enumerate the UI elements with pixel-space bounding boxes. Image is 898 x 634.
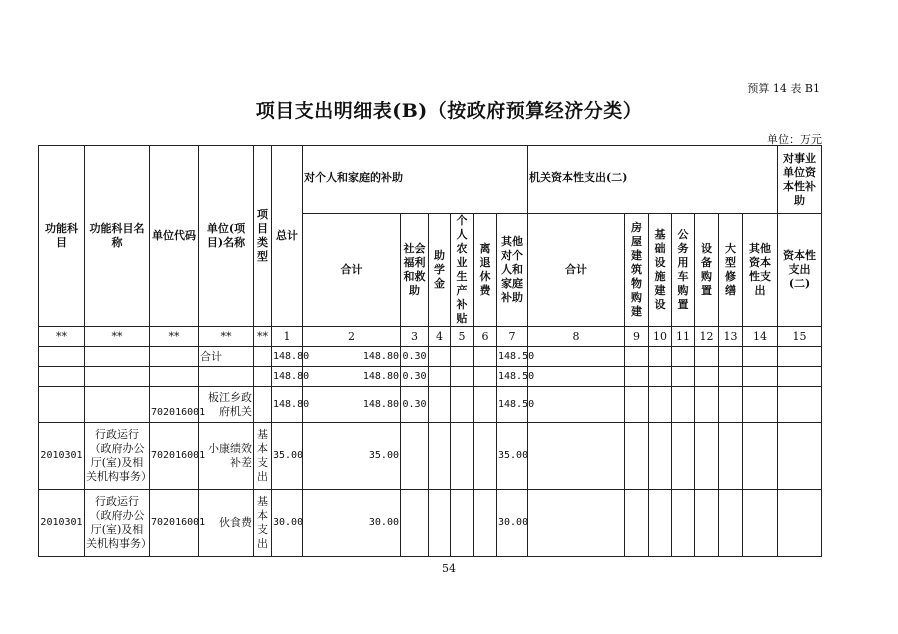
- personal-subtotal-cell: 148.80: [303, 347, 401, 367]
- table-row: [39, 423, 822, 490]
- col-infrastructure: 基础设施建设: [649, 214, 672, 327]
- index-cell: 3: [401, 327, 429, 347]
- table-row: [39, 347, 822, 367]
- welfare-cell: [401, 423, 429, 490]
- index-cell: 5: [451, 327, 474, 347]
- form-number: 预算 14 表 B1: [747, 82, 820, 95]
- index-cell: 15: [778, 327, 822, 347]
- index-cell: 13: [719, 327, 743, 347]
- table-row: [39, 490, 822, 557]
- unit-code-cell: 702016001: [150, 490, 199, 557]
- unit-label: 单位：万元: [767, 133, 822, 146]
- index-cell: 1: [272, 327, 303, 347]
- index-cell: 9: [625, 327, 649, 347]
- table-row: [39, 387, 822, 423]
- col-func-code: 功能科目: [39, 146, 85, 327]
- index-cell: **: [150, 327, 199, 347]
- unit-name-cell: 合计: [199, 347, 254, 367]
- welfare-cell: 0.30: [401, 387, 429, 423]
- welfare-cell: 0.30: [401, 367, 429, 387]
- item-type-cell: [254, 387, 272, 423]
- index-cell: **: [85, 327, 150, 347]
- index-row: [39, 327, 822, 347]
- index-cell: **: [39, 327, 85, 347]
- item-type-cell: [254, 347, 272, 367]
- col-retirement: 离退休费: [474, 214, 497, 327]
- index-cell: 14: [743, 327, 778, 347]
- func-name-cell: 行政运行（政府办公厅(室)及相关机构事务）: [85, 423, 150, 490]
- group-personal-subsidy: 对个人和家庭的补助: [303, 146, 528, 214]
- personal-subtotal-cell: 148.80: [303, 367, 401, 387]
- other-personal-cell: 35.00: [497, 423, 528, 490]
- col-unit-code: 单位代码: [150, 146, 199, 327]
- item-type-cell: [254, 367, 272, 387]
- func-name-cell: [85, 367, 150, 387]
- item-type-cell: 基本支出: [254, 423, 272, 490]
- unit-code-cell: [150, 367, 199, 387]
- col-repair: 大型修缮: [719, 214, 743, 327]
- unit-code-cell: 702016001: [150, 387, 199, 423]
- func-code-cell: [39, 347, 85, 367]
- other-personal-cell: 148.50: [497, 347, 528, 367]
- func-code-cell: 2010301: [39, 490, 85, 557]
- func-code-cell: [39, 387, 85, 423]
- col-farm-subsidy: 个人农业生产补贴: [451, 214, 474, 327]
- index-cell: 2: [303, 327, 401, 347]
- group-capital-expenditure: 机关资本性支出(二): [528, 146, 778, 214]
- other-personal-cell: 148.50: [497, 387, 528, 423]
- col-other-capital: 其他资本性支出: [743, 214, 778, 327]
- col-total: 总计: [272, 146, 303, 327]
- total-cell: 148.80: [272, 387, 303, 423]
- col-unit-name: 单位(项目)名称: [199, 146, 254, 327]
- total-cell: 148.80: [272, 367, 303, 387]
- total-cell: 148.80: [272, 347, 303, 367]
- unit-name-cell: [199, 367, 254, 387]
- col-vehicle: 公务用车购置: [672, 214, 695, 327]
- func-code-cell: [39, 367, 85, 387]
- col-equipment: 设备购置: [695, 214, 719, 327]
- index-cell: **: [199, 327, 254, 347]
- unit-code-cell: 702016001: [150, 423, 199, 490]
- header-row-1: [39, 146, 822, 214]
- expenditure-table: [38, 145, 822, 557]
- col-func-name: 功能科目名称: [85, 146, 150, 327]
- unit-name-cell: 伙食费: [199, 490, 254, 557]
- welfare-cell: 0.30: [401, 347, 429, 367]
- index-cell: 10: [649, 327, 672, 347]
- personal-subtotal-cell: 35.00: [303, 423, 401, 490]
- personal-subtotal-cell: 148.80: [303, 387, 401, 423]
- welfare-cell: [401, 490, 429, 557]
- func-name-cell: [85, 387, 150, 423]
- table-row: [39, 367, 822, 387]
- total-cell: 35.00: [272, 423, 303, 490]
- page-title: 项目支出明细表(B)（按政府预算经济分类）: [255, 100, 643, 122]
- col-scholarship: 助学金: [429, 214, 451, 327]
- other-personal-cell: 30.00: [497, 490, 528, 557]
- func-code-cell: 2010301: [39, 423, 85, 490]
- index-cell: 8: [528, 327, 625, 347]
- col-capital-subtotal: 合计: [528, 214, 625, 327]
- col-enterprise-capital: 资本性支出(二): [778, 214, 822, 327]
- item-type-cell: 基本支出: [254, 490, 272, 557]
- func-name-cell: [85, 347, 150, 367]
- index-cell: 4: [429, 327, 451, 347]
- col-personal-subtotal: 合计: [303, 214, 401, 327]
- total-cell: 30.00: [272, 490, 303, 557]
- unit-name-cell: 板江乡政府机关: [199, 387, 254, 423]
- index-cell: 12: [695, 327, 719, 347]
- col-item-type: 项目类型: [254, 146, 272, 327]
- index-cell: 7: [497, 327, 528, 347]
- unit-code-cell: [150, 347, 199, 367]
- other-personal-cell: 148.50: [497, 367, 528, 387]
- col-other-personal: 其他对个人和家庭补助: [497, 214, 528, 327]
- index-cell: 11: [672, 327, 695, 347]
- col-social-welfare: 社会福利和救助: [401, 214, 429, 327]
- group-enterprise-capital: 对事业单位资本性补助: [778, 146, 822, 214]
- col-building: 房屋建筑物购建: [625, 214, 649, 327]
- func-name-cell: 行政运行（政府办公厅(室)及相关机构事务）: [85, 490, 150, 557]
- index-cell: 6: [474, 327, 497, 347]
- index-cell: **: [254, 327, 272, 347]
- unit-name-cell: 小康绩效补差: [199, 423, 254, 490]
- page-number: 54: [442, 562, 456, 575]
- personal-subtotal-cell: 30.00: [303, 490, 401, 557]
